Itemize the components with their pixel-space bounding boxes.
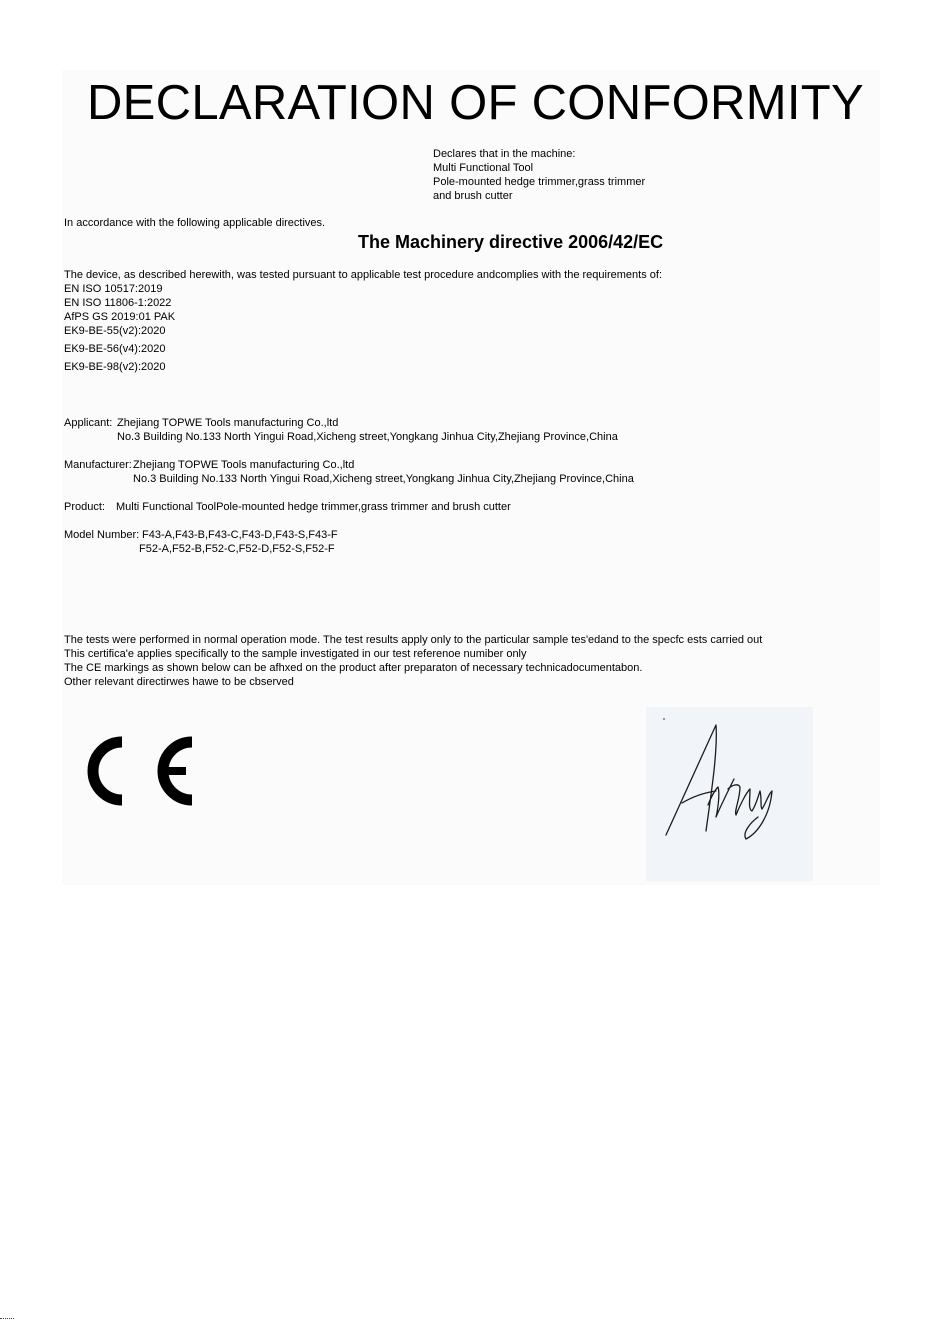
- manufacturer-label: Manufacturer:: [64, 459, 132, 471]
- manufacturer-name: Zhejiang TOPWE Tools manufacturing Co.,ltd: [133, 459, 355, 471]
- model-line-2: F52-A,F52-B,F52-C,F52-D,F52-S,F52-F: [139, 543, 335, 555]
- device-statement: The device, as described herewith, was tested pursuant to applicable test procedure andcomplies with the requirements of:: [64, 269, 662, 281]
- note-line: Other relevant directirwes hawe to be cbserved: [64, 676, 294, 688]
- standard-item: EN ISO 11806-1:2022: [64, 297, 172, 309]
- standards-block: [64, 268, 662, 374]
- product-label: Product:: [64, 501, 105, 513]
- declares-line-1: Declares that in the machine:: [433, 148, 576, 160]
- ce-mark-icon: [74, 733, 200, 809]
- note-line: The tests were performed in normal operation mode. The test results apply only to the particular sample tes'edand to the specfc ests carried out: [64, 634, 763, 646]
- standard-item: EK9-BE-56(v4):2020: [64, 343, 166, 355]
- note-line: This certifica'e applies specifically to the sample investigated in our test referenoe numiber only: [64, 648, 527, 660]
- applicant-label: Applicant:: [64, 417, 113, 429]
- directive-heading: The Machinery directive 2006/42/EC: [358, 232, 664, 252]
- product-value: Multi Functional ToolPole-mounted hedge trimmer,grass trimmer and brush cutter: [116, 501, 511, 513]
- signature-image: [646, 707, 813, 881]
- model-line-1: F43-A,F43-B,F43-C,F43-D,F43-S,F43-F: [142, 529, 338, 541]
- standard-item: EN ISO 10517:2019: [64, 283, 163, 295]
- applicant-name: Zhejiang TOPWE Tools manufacturing Co.,ltd: [117, 417, 339, 429]
- declares-line-4: and brush cutter: [433, 190, 513, 202]
- note-line: The CE markings as shown below can be afhxed on the product after preparaton of necessary technicadocumentabon.: [64, 662, 643, 674]
- standard-item: AfPS GS 2019:01 PAK: [64, 311, 176, 323]
- declares-line-2: Multi Functional Tool: [433, 162, 534, 174]
- model-label: Model Number:: [64, 529, 140, 541]
- manufacturer-address: No.3 Building No.133 North Yingui Road,Xicheng street,Yongkang Jinhua City,Zhejiang Province,China: [133, 473, 634, 485]
- signature-box: [646, 707, 813, 881]
- declares-line-3: Pole-mounted hedge trimmer,grass trimmer: [433, 176, 646, 188]
- page-edge-mark: [0, 1318, 14, 1320]
- standard-item: EK9-BE-98(v2):2020: [64, 361, 166, 373]
- accordance-text: In accordance with the following applicable directives.: [64, 217, 326, 229]
- declaration-statement: [433, 147, 645, 203]
- standard-item: EK9-BE-55(v2):2020: [64, 325, 166, 337]
- applicant-address: No.3 Building No.133 North Yingui Road,Xicheng street,Yongkang Jinhua City,Zhejiang Province,China: [117, 431, 618, 443]
- document-title: DECLARATION OF CONFORMITY: [86, 76, 864, 130]
